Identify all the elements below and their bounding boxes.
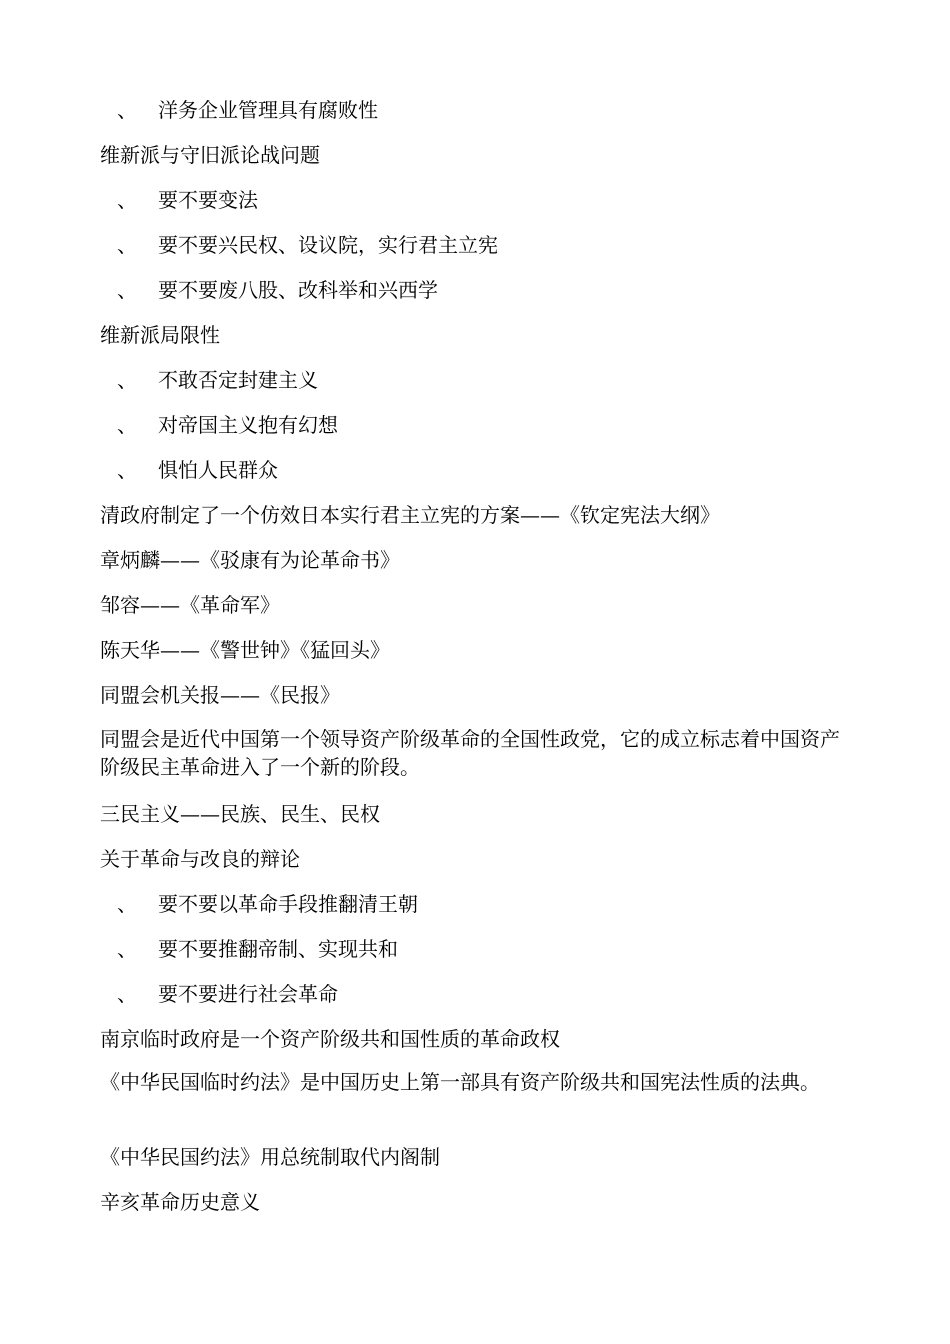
list-item: 不敢否定封建主义 bbox=[158, 368, 318, 392]
list-bullet: 、 bbox=[117, 458, 137, 482]
list-item: 对帝国主义抱有幻想 bbox=[158, 413, 338, 437]
list-bullet: 、 bbox=[117, 368, 137, 392]
list-bullet: 、 bbox=[117, 278, 137, 302]
list-item: 惧怕人民群众 bbox=[158, 458, 278, 482]
list-bullet: 、 bbox=[117, 892, 137, 916]
list-item: 要不要变法 bbox=[158, 188, 258, 212]
paragraph: 同盟会是近代中国第一个领导资产阶级革命的全国性政党，它的成立标志着中国资产阶级民主革命进入了一个新的阶段。 bbox=[100, 727, 840, 779]
paragraph: 关于革命与改良的辩论 bbox=[100, 847, 300, 871]
paragraph: 邹容——《革命军》 bbox=[100, 593, 280, 617]
paragraph: 清政府制定了一个仿效日本实行君主立宪的方案——《钦定宪法大纲》 bbox=[100, 503, 720, 527]
paragraph: 《中华民国约法》用总统制取代内阁制 bbox=[100, 1145, 440, 1169]
list-bullet: 、 bbox=[117, 982, 137, 1006]
list-bullet: 、 bbox=[117, 98, 137, 122]
paragraph: 维新派与守旧派论战问题 bbox=[100, 143, 320, 167]
list-bullet: 、 bbox=[117, 188, 137, 212]
paragraph: 章炳麟——《驳康有为论革命书》 bbox=[100, 548, 400, 572]
paragraph: 陈天华——《警世钟》《猛回头》 bbox=[100, 638, 390, 662]
paragraph: 辛亥革命历史意义 bbox=[100, 1190, 260, 1214]
paragraph: 三民主义——民族、民生、民权 bbox=[100, 802, 380, 826]
paragraph: 同盟会机关报——《民报》 bbox=[100, 683, 340, 707]
list-bullet: 、 bbox=[117, 413, 137, 437]
list-bullet: 、 bbox=[117, 233, 137, 257]
paragraph: 南京临时政府是一个资产阶级共和国性质的革命政权 bbox=[100, 1027, 560, 1051]
list-item: 要不要推翻帝制、实现共和 bbox=[158, 937, 398, 961]
list-item: 要不要以革命手段推翻清王朝 bbox=[158, 892, 418, 916]
list-item: 要不要废八股、改科举和兴西学 bbox=[158, 278, 438, 302]
paragraph: 《中华民国临时约法》是中国历史上第一部具有资产阶级共和国宪法性质的法典。 bbox=[100, 1070, 820, 1094]
list-bullet: 、 bbox=[117, 937, 137, 961]
list-item: 要不要兴民权、设议院，实行君主立宪 bbox=[158, 233, 498, 257]
paragraph: 维新派局限性 bbox=[100, 323, 220, 347]
list-item: 要不要进行社会革命 bbox=[158, 982, 338, 1006]
list-item: 洋务企业管理具有腐败性 bbox=[158, 98, 378, 122]
